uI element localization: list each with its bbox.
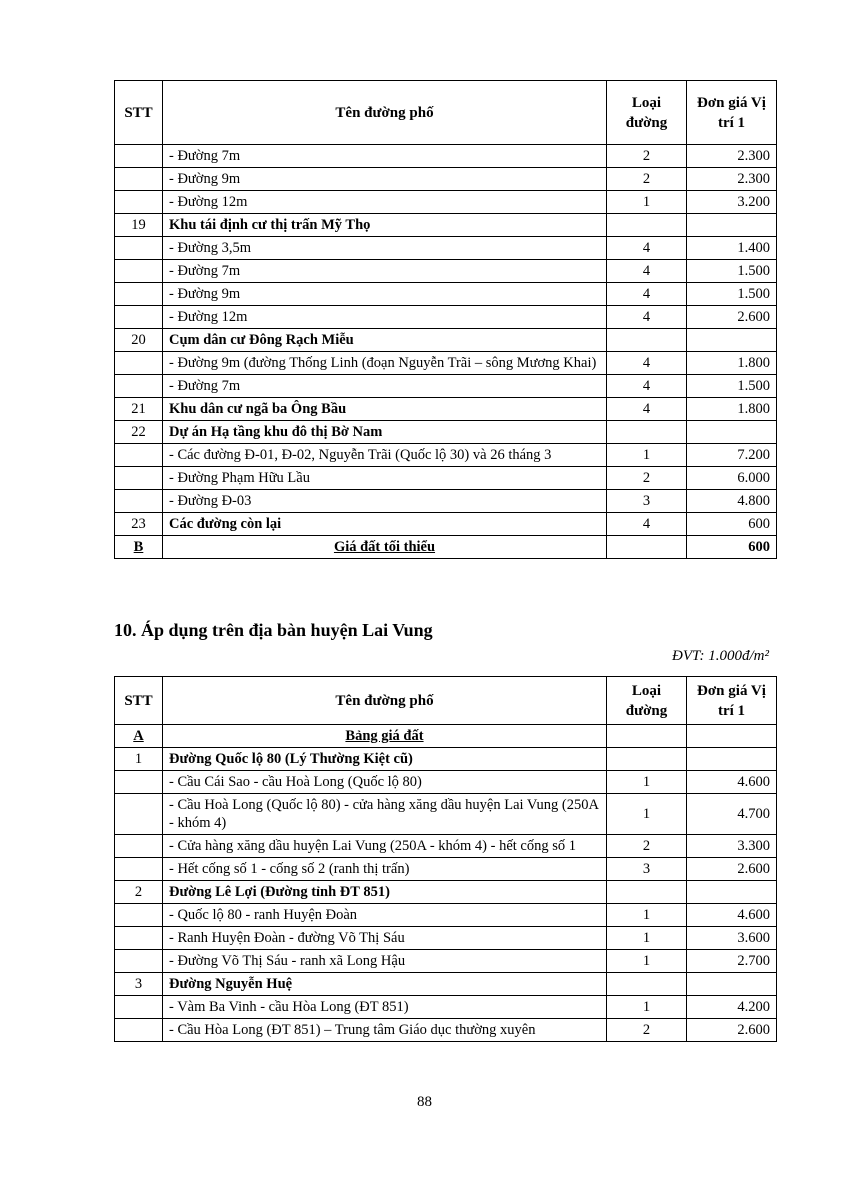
- row-loai: 1: [607, 927, 687, 950]
- row-loai: [607, 725, 687, 748]
- row-loai: [607, 214, 687, 237]
- table-row: [115, 881, 777, 904]
- row-loai: 4: [607, 513, 687, 536]
- row-gia: [687, 881, 777, 904]
- row-name: - Đường 9m (đường Thống Linh (đoạn Nguyễn Trãi – sông Mương Khai): [163, 352, 607, 375]
- row-name: Bảng giá đất: [163, 725, 607, 748]
- row-loai: 1: [607, 444, 687, 467]
- price-table-1: [114, 80, 777, 559]
- header-stt: STT: [115, 677, 163, 725]
- row-name: - Đường 7m: [163, 375, 607, 398]
- row-gia: 2.600: [687, 858, 777, 881]
- table-row: [115, 771, 777, 794]
- row-name: - Đường Phạm Hữu Lầu: [163, 467, 607, 490]
- row-loai: 4: [607, 283, 687, 306]
- row-loai: [607, 536, 687, 559]
- row-stt: 22: [115, 421, 163, 444]
- row-loai: 4: [607, 260, 687, 283]
- row-gia: 4.600: [687, 904, 777, 927]
- table-row: [115, 1019, 777, 1042]
- row-stt: [115, 794, 163, 835]
- row-stt: 21: [115, 398, 163, 421]
- row-loai: 2: [607, 168, 687, 191]
- row-loai: 4: [607, 375, 687, 398]
- table-row: [115, 329, 777, 352]
- row-stt: [115, 375, 163, 398]
- row-stt: [115, 490, 163, 513]
- row-stt: [115, 444, 163, 467]
- table-row: [115, 191, 777, 214]
- row-stt: [115, 237, 163, 260]
- row-loai: 3: [607, 858, 687, 881]
- row-loai: [607, 881, 687, 904]
- table-row: [115, 996, 777, 1019]
- table-row: [115, 306, 777, 329]
- row-gia: 1.400: [687, 237, 777, 260]
- row-name: Đường Nguyễn Huệ: [163, 973, 607, 996]
- row-gia: 2.700: [687, 950, 777, 973]
- header-ten-duong: Tên đường phố: [163, 677, 607, 725]
- row-name: Khu dân cư ngã ba Ông Bầu: [163, 398, 607, 421]
- row-loai: [607, 421, 687, 444]
- row-loai: 4: [607, 352, 687, 375]
- table-row: [115, 513, 777, 536]
- row-name: - Đường Võ Thị Sáu - ranh xã Long Hậu: [163, 950, 607, 973]
- row-loai: 1: [607, 191, 687, 214]
- row-gia: 4.200: [687, 996, 777, 1019]
- table-row: [115, 352, 777, 375]
- row-stt: [115, 168, 163, 191]
- row-stt: 3: [115, 973, 163, 996]
- row-name: - Cửa hàng xăng dầu huyện Lai Vung (250A - khóm 4) - hết cống số 1: [163, 835, 607, 858]
- row-loai: [607, 329, 687, 352]
- row-name: Cụm dân cư Đông Rạch Miễu: [163, 329, 607, 352]
- row-gia: [687, 748, 777, 771]
- row-stt: [115, 283, 163, 306]
- row-gia: 2.600: [687, 1019, 777, 1042]
- row-name: - Cầu Hoà Long (Quốc lộ 80) - cửa hàng xăng dầu huyện Lai Vung (250A - khóm 4): [163, 794, 607, 835]
- header-loai-duong: Loại đường: [607, 677, 687, 725]
- header-don-gia: Đơn giá Vị trí 1: [687, 677, 777, 725]
- row-name: - Đường 7m: [163, 260, 607, 283]
- table-row: [115, 260, 777, 283]
- row-name: - Các đường Đ-01, Đ-02, Nguyễn Trãi (Quốc lộ 30) và 26 tháng 3: [163, 444, 607, 467]
- row-stt: [115, 260, 163, 283]
- page-number: 88: [417, 1094, 432, 1110]
- row-loai: 1: [607, 996, 687, 1019]
- table-row: [115, 467, 777, 490]
- table-row: [115, 490, 777, 513]
- row-name: - Đường 9m: [163, 168, 607, 191]
- row-name: - Cầu Cái Sao - cầu Hoà Long (Quốc lộ 80): [163, 771, 607, 794]
- table-row: [115, 283, 777, 306]
- table-row: [115, 375, 777, 398]
- row-stt: [115, 996, 163, 1019]
- row-gia: 4.700: [687, 794, 777, 835]
- row-loai: 1: [607, 771, 687, 794]
- table-body: [115, 725, 777, 1042]
- table-row-minimum: [115, 536, 777, 559]
- row-stt: [115, 306, 163, 329]
- row-name: - Đường 12m: [163, 306, 607, 329]
- row-gia: 2.300: [687, 145, 777, 168]
- table-row: [115, 398, 777, 421]
- row-gia: 1.500: [687, 283, 777, 306]
- row-stt: 1: [115, 748, 163, 771]
- row-name: Giá đất tối thiểu: [163, 536, 607, 559]
- row-loai: [607, 973, 687, 996]
- row-gia: 2.600: [687, 306, 777, 329]
- row-stt: 2: [115, 881, 163, 904]
- row-stt: B: [115, 536, 163, 559]
- row-loai: 1: [607, 904, 687, 927]
- header-loai-duong: Loại đường: [607, 81, 687, 145]
- table-row: [115, 858, 777, 881]
- table-row: [115, 794, 777, 835]
- row-name: - Đường Đ-03: [163, 490, 607, 513]
- row-gia: 600: [687, 536, 777, 559]
- row-loai: 3: [607, 490, 687, 513]
- row-gia: 4.600: [687, 771, 777, 794]
- row-gia: 1.800: [687, 352, 777, 375]
- row-gia: 1.500: [687, 375, 777, 398]
- row-stt: [115, 191, 163, 214]
- row-stt: [115, 467, 163, 490]
- table-row-group: [115, 725, 777, 748]
- row-gia: 4.800: [687, 490, 777, 513]
- row-gia: [687, 725, 777, 748]
- row-name: Đường Quốc lộ 80 (Lý Thường Kiệt cũ): [163, 748, 607, 771]
- table-body: [115, 145, 777, 536]
- row-gia: 1.800: [687, 398, 777, 421]
- table-row: [115, 927, 777, 950]
- row-stt: 20: [115, 329, 163, 352]
- row-stt: A: [115, 725, 163, 748]
- header-stt: STT: [115, 81, 163, 145]
- row-gia: [687, 421, 777, 444]
- table-row: [115, 421, 777, 444]
- row-loai: 2: [607, 467, 687, 490]
- table-row: [115, 145, 777, 168]
- row-name: - Hết cống số 1 - cống số 2 (ranh thị trấn): [163, 858, 607, 881]
- table-header-row: [115, 81, 777, 145]
- row-gia: 2.300: [687, 168, 777, 191]
- row-name: - Đường 3,5m: [163, 237, 607, 260]
- table-row: [115, 168, 777, 191]
- row-loai: [607, 748, 687, 771]
- row-name: - Vàm Ba Vinh - cầu Hòa Long (ĐT 851): [163, 996, 607, 1019]
- row-loai: 2: [607, 1019, 687, 1042]
- row-stt: 19: [115, 214, 163, 237]
- row-stt: 23: [115, 513, 163, 536]
- row-stt: [115, 835, 163, 858]
- row-stt: [115, 771, 163, 794]
- row-name: - Ranh Huyện Đoàn - đường Võ Thị Sáu: [163, 927, 607, 950]
- row-gia: 6.000: [687, 467, 777, 490]
- row-gia: [687, 214, 777, 237]
- section-heading: 10. Áp dụng trên địa bàn huyện Lai Vung: [114, 620, 433, 640]
- row-name: Khu tái định cư thị trấn Mỹ Thọ: [163, 214, 607, 237]
- table-header-row: [115, 677, 777, 725]
- row-name: - Đường 7m: [163, 145, 607, 168]
- row-gia: 3.200: [687, 191, 777, 214]
- row-gia: [687, 329, 777, 352]
- row-loai: 2: [607, 145, 687, 168]
- row-gia: 600: [687, 513, 777, 536]
- row-loai: 4: [607, 398, 687, 421]
- row-gia: 1.500: [687, 260, 777, 283]
- table-row: [115, 237, 777, 260]
- row-gia: 3.600: [687, 927, 777, 950]
- row-name: Đường Lê Lợi (Đường tỉnh ĐT 851): [163, 881, 607, 904]
- row-gia: [687, 973, 777, 996]
- row-stt: [115, 1019, 163, 1042]
- row-stt: [115, 145, 163, 168]
- table-row: [115, 748, 777, 771]
- row-name: Dự án Hạ tầng khu đô thị Bờ Nam: [163, 421, 607, 444]
- row-stt: [115, 950, 163, 973]
- row-name: Các đường còn lại: [163, 513, 607, 536]
- row-stt: [115, 927, 163, 950]
- row-name: - Cầu Hòa Long (ĐT 851) – Trung tâm Giáo dục thường xuyên: [163, 1019, 607, 1042]
- row-name: - Đường 9m: [163, 283, 607, 306]
- row-gia: 7.200: [687, 444, 777, 467]
- unit-note: ĐVT: 1.000đ/m²: [671, 648, 769, 664]
- row-loai: 4: [607, 306, 687, 329]
- table-row: [115, 973, 777, 996]
- row-name: - Quốc lộ 80 - ranh Huyện Đoàn: [163, 904, 607, 927]
- table-row: [115, 444, 777, 467]
- row-loai: 2: [607, 835, 687, 858]
- table-row: [115, 214, 777, 237]
- table-row: [115, 835, 777, 858]
- table-row: [115, 950, 777, 973]
- row-loai: 4: [607, 237, 687, 260]
- header-don-gia: Đơn giá Vị trí 1: [687, 81, 777, 145]
- row-gia: 3.300: [687, 835, 777, 858]
- header-ten-duong: Tên đường phố: [163, 81, 607, 145]
- row-stt: [115, 352, 163, 375]
- table-row: [115, 904, 777, 927]
- row-stt: [115, 904, 163, 927]
- row-name: - Đường 12m: [163, 191, 607, 214]
- row-loai: 1: [607, 950, 687, 973]
- row-loai: 1: [607, 794, 687, 835]
- row-stt: [115, 858, 163, 881]
- price-table-2: [114, 676, 777, 1042]
